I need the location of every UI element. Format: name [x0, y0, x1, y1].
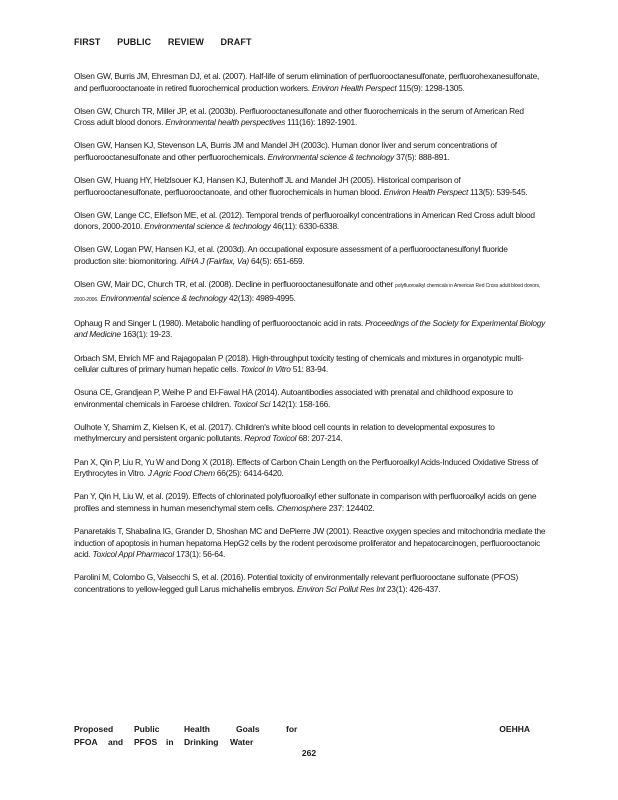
- journal-name: Proceedings of the Society for Experimental Biology and Medicine: [74, 317, 546, 340]
- reference-entry: [74, 244, 546, 267]
- reference-entry: [74, 175, 546, 198]
- reference-entry: [74, 353, 546, 376]
- reference-citation: 163(1): 19-23.: [120, 329, 173, 340]
- reference-small-text: polyfluoroalkyl chemicals in American Red Cross adult blood donors, 2000-2006.: [74, 283, 541, 303]
- journal-name: Toxicol Sci: [233, 398, 271, 409]
- reference-text: Panaretakis T, Shabalina IG, Grander D, Shoshan MC and DePierre JW (2001). Reactive oxygen species and mitochondria mediate the induction of apoptosis in human hepatoma HepG2 cells by the rodent peroxisome proliferator and hepatocarcinogen, perfluorooctanoic acid.: [74, 525, 546, 560]
- reference-citation: 68: 207-214.: [296, 433, 343, 444]
- reference-citation: 23(1): 426-437.: [384, 583, 441, 594]
- journal-name: J Agric Food Chem: [147, 468, 215, 479]
- reference-text: Oulhote Y, Shamim Z, Kielsen K, et al. (2017). Children's white blood cell counts in relation to developmental exposures to methylmercury and persistent organic pollutants.: [74, 421, 495, 444]
- reference-entry: [74, 422, 546, 445]
- journal-name: AIHA J (Fairfax, Va): [180, 256, 249, 267]
- journal-name: Environmental science & technology: [100, 292, 227, 303]
- reference-text: Olsen GW, Church TR, Miller JP, et al. (2003b). Perfluorooctanesulfonate and other fluorochemicals in the serum of American Red Cross adult blood donors.: [74, 105, 524, 128]
- reference-text: Olsen GW, Hansen KJ, Stevenson LA, Burris JM and Mandel JH (2003c). Human donor liver and serum concentrations of perfluorooctanesulfonate and other perfluorochemicals.: [74, 140, 497, 162]
- reference-text: Orbach SM, Ehrich MF and Rajagopalan P (2018). High-throughput toxicity testing of chemicals and mixtures in organotypic multi-cellular cultures of primary human hepatic cells.: [74, 352, 524, 375]
- page-footer: [74, 723, 530, 749]
- reference-entry: [74, 140, 546, 163]
- draft-header: [74, 37, 266, 47]
- reference-text: Olsen GW, Huang HY, Helzlsouer KJ, Hansen KJ, Butenhoff JL and Mandel JH (2005). Historical comparison of perfluorooctanesulfonate, perfluorooctanoate, and other fluorochemicals in human blood.: [74, 175, 461, 197]
- journal-name: Chemosphere: [276, 502, 327, 513]
- page-number: 262: [301, 748, 317, 758]
- reference-list: [74, 71, 546, 607]
- journal-name: Toxicol In Vitro: [240, 364, 291, 375]
- header-word: FIRST: [74, 37, 101, 47]
- journal-name: Environ Health Perspect: [311, 82, 397, 93]
- journal-name: Environmental health perspectives: [165, 117, 286, 128]
- footer-agency: OEHHA: [499, 724, 530, 734]
- footer-word: Health: [184, 724, 210, 734]
- reference-entry: [74, 106, 546, 129]
- reference-text: Olsen GW, Logan PW, Hansen KJ, et al. (2003d). An occupational exposure assessment of a perfluorooctanesulfonyl fluoride production site: biomonitoring.: [74, 244, 508, 267]
- footer-word: Proposed: [74, 724, 114, 734]
- reference-citation: 173(1): 56-64.: [173, 549, 226, 560]
- header-word: REVIEW: [167, 37, 204, 47]
- reference-citation: 66(25): 6414-6420.: [214, 468, 284, 479]
- footer-word: and: [108, 737, 124, 747]
- reference-entry: [74, 457, 546, 480]
- reference-entry: [74, 572, 546, 595]
- footer-word: Water: [230, 737, 254, 747]
- reference-entry: [74, 526, 546, 561]
- reference-entry: [74, 210, 546, 233]
- reference-text: Olsen GW, Burris JM, Ehresman DJ, et al. (2007). Half-life of serum elimination of perfluorooctanesulfonate, perfluorohexanesulfonate, and perfluorooctanoate in retired fluorochemical production workers.: [74, 71, 540, 93]
- reference-citation: 142(1): 158-166.: [270, 398, 331, 409]
- footer-word: PFOS: [134, 737, 158, 747]
- reference-citation: 64(5): 651-659.: [248, 256, 305, 267]
- reference-citation: 111(16): 1892-1901.: [285, 117, 358, 128]
- reference-entry: [74, 318, 546, 341]
- footer-word: Drinking: [184, 737, 219, 747]
- footer-word: PFOA: [74, 737, 98, 747]
- footer-word: for: [286, 724, 298, 734]
- reference-citation: 113(5): 539-545.: [468, 186, 528, 197]
- reference-text: Pan X, Qin P, Liu R, Yu W and Dong X (2018). Effects of Carbon Chain Length on the Perfluoroalkyl Acids-Induced Oxidative Stress of Erythrocytes in Vitro.: [74, 456, 538, 479]
- reference-entry: [74, 491, 546, 514]
- reference-entry: [74, 71, 546, 94]
- reference-citation: 42(13): 4989-4995.: [226, 292, 296, 303]
- reference-citation: 51: 83-94.: [290, 364, 329, 375]
- journal-name: Environmental science & technology: [267, 151, 394, 162]
- reference-entry: [74, 387, 546, 410]
- journal-name: Reprod Toxicol: [244, 433, 297, 444]
- reference-citation: 237: 124402.: [326, 502, 375, 513]
- reference-citation: 115(9): 1298-1305.: [396, 82, 465, 93]
- journal-name: Environ Health Perspect: [383, 186, 469, 197]
- reference-citation: 37(5): 888-891.: [393, 151, 450, 162]
- footer-word: Goals: [236, 724, 260, 734]
- footer-title-line: [74, 723, 530, 736]
- header-word: DRAFT: [220, 37, 252, 47]
- reference-entry: [74, 279, 546, 306]
- header-word: PUBLIC: [117, 37, 152, 47]
- reference-text: Ophaug R and Singer L (1980). Metabolic handling of perfluorooctanoic acid in rats.: [74, 317, 366, 328]
- footer-word: in: [166, 737, 174, 747]
- reference-text: Osuna CE, Grandjean P, Weihe P and El-Fawal HA (2014). Autoantibodies associated with prenatal and childhood exposure to environmental chemicals in Faroese children.: [74, 387, 513, 409]
- reference-text: Olsen GW, Lange CC, Ellefson ME, et al. (2012). Temporal trends of perfluoroalkyl concentrations in American Red Cross adult blood donors, 2000-2010.: [74, 209, 535, 232]
- reference-text: Parolini M, Colombo G, Valsecchi S, et al. (2016). Potential toxicity of environmentally relevant perfluorooctane sulfonate (PFOS) concentrations to yellow-legged gull Larus michahellis embryos.: [74, 572, 519, 594]
- footer-word: Public: [134, 724, 160, 734]
- journal-name: Environmental science & technology: [144, 221, 271, 232]
- reference-citation: 46(11): 6330-6338.: [270, 221, 339, 232]
- journal-name: Toxicol Appl Pharmacol: [92, 549, 174, 560]
- reference-text: Olsen GW, Mair DC, Church TR, et al. (2008). Decline in perfluorooctanesulfonate and other: [74, 279, 396, 290]
- journal-name: Environ Sci Pollut Res Int: [296, 583, 385, 594]
- reference-text: Pan Y, Qin H, Liu W, et al. (2019). Effects of chlorinated polyfluoroalkyl ether sulfonate in comparison with perfluoroalkyl acids on gene profiles and stemness in human mesenchymal stem cells.: [74, 491, 537, 513]
